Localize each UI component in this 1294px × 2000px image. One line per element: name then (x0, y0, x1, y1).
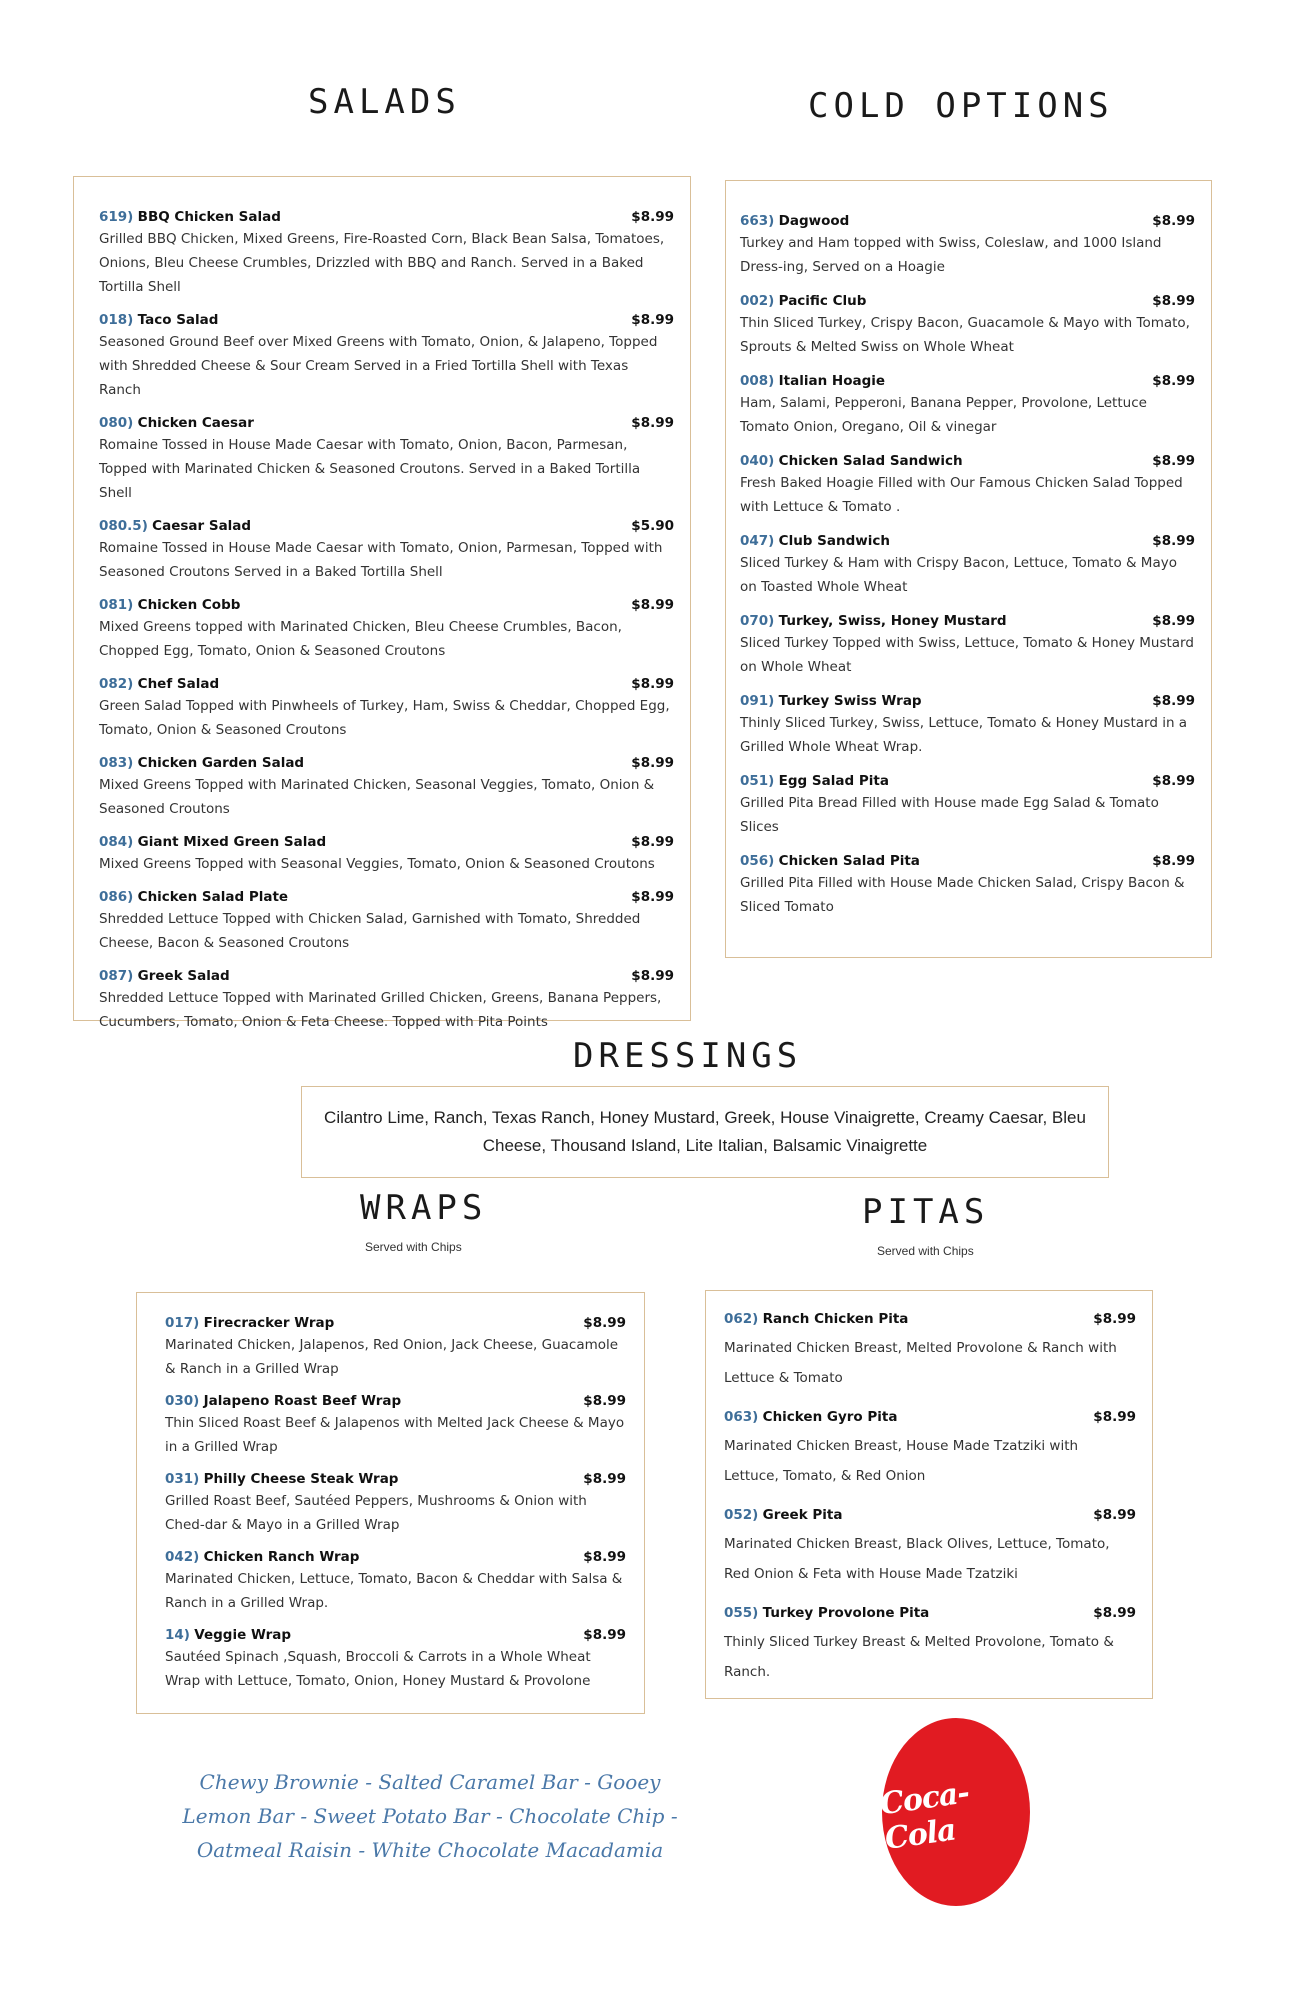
menu-item (740, 371, 1195, 439)
menu-item-title (740, 531, 890, 551)
menu-item-header (165, 1391, 626, 1411)
dressings-list: Cilantro Lime, Ranch, Texas Ranch, Honey Mustard, Greek, House Vinaigrette, Creamy Caesar, Bleu Cheese, Thousand Island, Lite Italian, Balsamic Vinaigrette (324, 1108, 1086, 1155)
menu-item-description: Mixed Greens Topped with Marinated Chicken, Seasonal Veggies, Tomato, Onion & Seasoned Croutons (99, 777, 655, 817)
menu-item (724, 1309, 1136, 1393)
menu-item-header (740, 371, 1195, 391)
menu-item-price: $8.99 (1093, 1507, 1136, 1523)
menu-item-header (740, 851, 1195, 871)
menu-item-description: Fresh Baked Hoagie Filled with Our Famous Chicken Salad Topped with Lettuce & Tomato . (740, 475, 1183, 515)
menu-item (740, 851, 1195, 919)
menu-item-price: $8.99 (631, 676, 674, 692)
menu-item-description: Grilled Pita Filled with House Made Chicken Salad, Crispy Bacon & Sliced Tomato (740, 875, 1185, 915)
menu-item-title (99, 516, 251, 536)
menu-item-title (740, 691, 922, 711)
menu-item-description: Marinated Chicken, Jalapenos, Red Onion, Jack Cheese, Guacamole & Ranch in a Grilled Wrap (165, 1337, 619, 1377)
menu-item-description: Shredded Lettuce Topped with Chicken Salad, Garnished with Tomato, Shredded Cheese, Bacon & Seasoned Croutons (99, 911, 641, 951)
menu-item-code: 063) (724, 1409, 759, 1425)
menu-item-description: Green Salad Topped with Pinwheels of Turkey, Ham, Swiss & Cheddar, Chopped Egg, Tomato, Onion & Seasoned Croutons (99, 698, 670, 738)
menu-item-description: Ham, Salami, Pepperoni, Banana Pepper, Provolone, Lettuce Tomato Onion, Oregano, Oil & vinegar (740, 395, 1147, 435)
menu-item-price: $8.99 (631, 312, 674, 328)
dressings-box (301, 1086, 1109, 1178)
menu-item-code: 091) (740, 693, 775, 709)
menu-item-description: Grilled Roast Beef, Sautéed Peppers, Mushrooms & Onion with Ched-dar & Mayo in a Grilled Wrap (165, 1493, 587, 1533)
menu-item-description: Thin Sliced Turkey, Crispy Bacon, Guacamole & Mayo with Tomato, Sprouts & Melted Swiss on Whole Wheat (740, 315, 1190, 355)
menu-item-title (99, 753, 304, 773)
menu-item-title (740, 371, 885, 391)
menu-item-title (99, 413, 254, 433)
menu-item-name: Chicken Salad Sandwich (778, 453, 963, 469)
salads-heading: SALADS (308, 82, 461, 122)
menu-item-description: Thin Sliced Roast Beef & Jalapenos with Melted Jack Cheese & Mayo in a Grilled Wrap (165, 1415, 625, 1455)
menu-item-title (165, 1625, 291, 1645)
menu-item-title (724, 1603, 929, 1623)
menu-item-name: Turkey Swiss Wrap (778, 693, 922, 709)
menu-item-code: 002) (740, 293, 775, 309)
menu-item-title (99, 887, 288, 907)
menu-item-name: Pacific Club (778, 293, 867, 309)
menu-item-code: 051) (740, 773, 775, 789)
menu-item (99, 310, 674, 402)
menu-item-header (740, 451, 1195, 471)
menu-item (740, 291, 1195, 359)
menu-item (724, 1603, 1136, 1687)
menu-item-header (99, 516, 674, 536)
menu-item-name: Club Sandwich (778, 533, 890, 549)
menu-item-title (99, 310, 218, 330)
menu-item-description: Shredded Lettuce Topped with Marinated Grilled Chicken, Greens, Banana Peppers, Cucumbers, Tomato, Onion & Feta Cheese. Topped with Pita Points (99, 990, 662, 1030)
menu-item-price: $8.99 (631, 968, 674, 984)
menu-item (99, 595, 674, 663)
coca-cola-logo (877, 1718, 1030, 1906)
menu-item-description: Romaine Tossed in House Made Caesar with Tomato, Onion, Parmesan, Topped with Seasoned Croutons Served in a Baked Tortilla Shell (99, 540, 663, 580)
menu-item-code: 018) (99, 312, 134, 328)
menu-item-price: $8.99 (1152, 373, 1195, 389)
menu-item-header (724, 1407, 1136, 1427)
menu-item-code: 070) (740, 613, 775, 629)
menu-item-price: $8.99 (583, 1393, 626, 1409)
menu-item-description: Turkey and Ham topped with Swiss, Coleslaw, and 1000 Island Dress-ing, Served on a Hoagie (740, 235, 1162, 275)
menu-item-code: 047) (740, 533, 775, 549)
menu-item (99, 207, 674, 299)
menu-item-name: Dagwood (778, 213, 850, 229)
menu-item (99, 887, 674, 955)
menu-item-title (165, 1313, 334, 1333)
menu-item-price: $8.99 (1152, 693, 1195, 709)
menu-item-header (99, 887, 674, 907)
menu-item-description: Grilled Pita Bread Filled with House made Egg Salad & Tomato Slices (740, 795, 1159, 835)
menu-item-header (724, 1309, 1136, 1329)
menu-item-name: Greek Salad (137, 968, 230, 984)
menu-item-header (165, 1313, 626, 1333)
menu-item-header (724, 1603, 1136, 1623)
menu-item-price: $8.99 (1093, 1409, 1136, 1425)
menu-item-header (740, 291, 1195, 311)
menu-item (99, 832, 674, 876)
menu-item-title (165, 1391, 401, 1411)
menu-item-description: Marinated Chicken Breast, Melted Provolone & Ranch with Lettuce & Tomato (724, 1340, 1117, 1386)
menu-item (740, 611, 1195, 679)
pitas-menu-box (705, 1290, 1153, 1699)
menu-item-price: $8.99 (1152, 293, 1195, 309)
menu-item-name: BBQ Chicken Salad (137, 209, 281, 225)
menu-item-code: 040) (740, 453, 775, 469)
menu-item-price: $8.99 (1152, 773, 1195, 789)
menu-item-title (740, 771, 889, 791)
menu-item-name: Chicken Salad Plate (137, 889, 289, 905)
menu-item-description: Romaine Tossed in House Made Caesar with Tomato, Onion, Bacon, Parmesan, Topped with Marinated Chicken & Seasoned Croutons. Served in a Baked Tortilla Shell (99, 437, 641, 501)
menu-item-title (740, 291, 866, 311)
menu-item-header (99, 207, 674, 227)
menu-item-price: $8.99 (631, 889, 674, 905)
menu-item-header (99, 966, 674, 986)
menu-item-code: 030) (165, 1393, 200, 1409)
menu-item-code: 083) (99, 755, 134, 771)
menu-item-description: Sautéed Spinach ,Squash, Broccoli & Carrots in a Whole Wheat Wrap with Lettuce, Tomato, Onion, Honey Mustard & Provolone (165, 1649, 591, 1689)
menu-item (165, 1469, 626, 1537)
menu-item-code: 052) (724, 1507, 759, 1523)
menu-item-title (724, 1505, 842, 1525)
menu-item (99, 413, 674, 505)
menu-item-name: Chicken Garden Salad (137, 755, 305, 771)
menu-item-name: Philly Cheese Steak Wrap (203, 1471, 399, 1487)
menu-item-header (165, 1625, 626, 1645)
menu-item (724, 1407, 1136, 1491)
menu-item-description: Sliced Turkey Topped with Swiss, Lettuce, Tomato & Honey Mustard on Whole Wheat (740, 635, 1194, 675)
menu-item-code: 062) (724, 1311, 759, 1327)
pitas-subtitle: Served with Chips (877, 1244, 974, 1258)
menu-item-price: $8.99 (1152, 613, 1195, 629)
menu-item-description: Mixed Greens Topped with Seasonal Veggies, Tomato, Onion & Seasoned Croutons (99, 856, 655, 872)
menu-item-code: 055) (724, 1605, 759, 1621)
menu-item-header (165, 1547, 626, 1567)
menu-item-code: 017) (165, 1315, 200, 1331)
menu-item-description: Marinated Chicken Breast, House Made Tzatziki with Lettuce, Tomato, & Red Onion (724, 1438, 1079, 1484)
desserts-list: Chewy Brownie - Salted Caramel Bar - Gooey Lemon Bar - Sweet Potato Bar - Chocolate Chip - Oatmeal Raisin - White Chocolate Macadamia (182, 1770, 678, 1862)
menu-item (99, 516, 674, 584)
menu-item-price: $8.99 (631, 834, 674, 850)
menu-item-price: $8.99 (583, 1471, 626, 1487)
menu-item-price: $8.99 (1152, 853, 1195, 869)
menu-item-name: Chicken Salad Pita (778, 853, 920, 869)
menu-item-header (740, 771, 1195, 791)
menu-item (740, 771, 1195, 839)
menu-item-code: 042) (165, 1549, 200, 1565)
menu-item-header (740, 611, 1195, 631)
menu-item (740, 211, 1195, 279)
menu-item-name: Ranch Chicken Pita (762, 1311, 909, 1327)
menu-item-description: Sliced Turkey & Ham with Crispy Bacon, Lettuce, Tomato & Mayo on Toasted Whole Wheat (740, 555, 1177, 595)
menu-item-description: Grilled BBQ Chicken, Mixed Greens, Fire-Roasted Corn, Black Bean Salsa, Tomatoes, Onions, Bleu Cheese Crumbles, Drizzled with BBQ and Ranch. Served in a Baked Tortilla Shell (99, 231, 665, 295)
menu-item-description: Mixed Greens topped with Marinated Chicken, Bleu Cheese Crumbles, Bacon, Chopped Egg, Tomato, Onion & Seasoned Croutons (99, 619, 622, 659)
menu-item-header (740, 211, 1195, 231)
menu-item-price: $8.99 (583, 1627, 626, 1643)
menu-item-price: $8.99 (1093, 1311, 1136, 1327)
menu-item-name: Chicken Gyro Pita (762, 1409, 898, 1425)
menu-item (165, 1625, 626, 1693)
menu-item-title (724, 1309, 908, 1329)
menu-item (99, 753, 674, 821)
menu-item-code: 084) (99, 834, 134, 850)
menu-item-name: Taco Salad (137, 312, 219, 328)
menu-item-header (740, 531, 1195, 551)
menu-item-title (165, 1469, 398, 1489)
menu-item-header (99, 674, 674, 694)
menu-item-name: Veggie Wrap (194, 1627, 292, 1643)
menu-item-price: $8.99 (583, 1315, 626, 1331)
menu-item-title (740, 451, 963, 471)
menu-item-header (740, 691, 1195, 711)
coca-cola-logo-text: Coca-Cola (877, 1775, 971, 1857)
menu-item-header (99, 310, 674, 330)
menu-item-code: 080) (99, 415, 134, 431)
menu-item-price: $8.99 (631, 755, 674, 771)
dressings-heading: DRESSINGS (573, 1036, 803, 1076)
menu-item-name: Turkey, Swiss, Honey Mustard (778, 613, 1007, 629)
menu-item-title (99, 966, 230, 986)
menu-item-code: 087) (99, 968, 134, 984)
menu-item (99, 674, 674, 742)
menu-item-price: $8.99 (631, 415, 674, 431)
menu-item-title (99, 674, 219, 694)
menu-item-name: Italian Hoagie (778, 373, 886, 389)
menu-item-code: 082) (99, 676, 134, 692)
menu-item-name: Turkey Provolone Pita (762, 1605, 930, 1621)
menu-item (740, 531, 1195, 599)
menu-item-name: Chicken Cobb (137, 597, 241, 613)
menu-item-price: $8.99 (583, 1549, 626, 1565)
menu-item-header (724, 1505, 1136, 1525)
menu-item-name: Jalapeno Roast Beef Wrap (203, 1393, 402, 1409)
wraps-subtitle: Served with Chips (365, 1240, 462, 1254)
menu-item-name: Chicken Ranch Wrap (203, 1549, 360, 1565)
menu-item (165, 1391, 626, 1459)
cold-options-menu-box (725, 180, 1212, 958)
menu-item-price: $8.99 (1152, 533, 1195, 549)
menu-item (740, 451, 1195, 519)
menu-item-code: 056) (740, 853, 775, 869)
menu-item (165, 1547, 626, 1615)
wraps-menu-box (136, 1292, 645, 1714)
menu-item-name: Firecracker Wrap (203, 1315, 335, 1331)
menu-item-name: Greek Pita (762, 1507, 843, 1523)
menu-item-title (724, 1407, 898, 1427)
menu-item-code: 008) (740, 373, 775, 389)
menu-item (165, 1313, 626, 1381)
menu-item-description: Seasoned Ground Beef over Mixed Greens with Tomato, Onion, & Jalapeno, Topped with Shredded Cheese & Sour Cream Served in a Fried Tortilla Shell with Texas Ranch (99, 334, 658, 398)
menu-item-title (99, 595, 240, 615)
menu-item-name: Chef Salad (137, 676, 220, 692)
menu-item-code: 663) (740, 213, 775, 229)
menu-item-code: 619) (99, 209, 134, 225)
menu-item-header (99, 413, 674, 433)
menu-item-description: Marinated Chicken Breast, Black Olives, Lettuce, Tomato, Red Onion & Feta with House Made Tzatziki (724, 1536, 1110, 1582)
menu-item-title (740, 211, 849, 231)
menu-item (740, 691, 1195, 759)
menu-item-price: $5.90 (631, 518, 674, 534)
menu-item-price: $8.99 (1152, 453, 1195, 469)
menu-item-header (165, 1469, 626, 1489)
menu-item-name: Egg Salad Pita (778, 773, 889, 789)
menu-item-description: Thinly Sliced Turkey Breast & Melted Provolone, Tomato & Ranch. (724, 1634, 1114, 1680)
menu-item-title (740, 851, 920, 871)
menu-item-title (99, 207, 281, 227)
menu-item-name: Caesar Salad (152, 518, 252, 534)
menu-item-code: 031) (165, 1471, 200, 1487)
menu-item-price: $8.99 (1152, 213, 1195, 229)
menu-item-code: 081) (99, 597, 134, 613)
menu-item-price: $8.99 (1093, 1605, 1136, 1621)
menu-item-price: $8.99 (631, 209, 674, 225)
cold-options-heading: COLD OPTIONS (808, 86, 1114, 126)
pitas-heading: PITAS (862, 1192, 990, 1232)
menu-item-description: Thinly Sliced Turkey, Swiss, Lettuce, Tomato & Honey Mustard in a Grilled Whole Wheat Wrap. (740, 715, 1188, 755)
salads-menu-box (73, 176, 691, 1030)
menu-item-code: 080.5) (99, 518, 148, 534)
menu-item-title (165, 1547, 359, 1567)
menu-item-code: 14) (165, 1627, 190, 1643)
menu-item-description: Marinated Chicken, Lettuce, Tomato, Bacon & Cheddar with Salsa & Ranch in a Grilled Wrap. (165, 1571, 623, 1611)
menu-item-name: Giant Mixed Green Salad (137, 834, 327, 850)
menu-item-name: Chicken Caesar (137, 415, 254, 431)
menu-item-title (740, 611, 1007, 631)
menu-item-code: 086) (99, 889, 134, 905)
menu-item-title (99, 832, 326, 852)
menu-item-header (99, 832, 674, 852)
menu-item-price: $8.99 (631, 597, 674, 613)
menu-item (724, 1505, 1136, 1589)
wraps-heading: WRAPS (360, 1188, 488, 1228)
menu-item-header (99, 753, 674, 773)
menu-item (99, 966, 674, 1034)
menu-item-header (99, 595, 674, 615)
